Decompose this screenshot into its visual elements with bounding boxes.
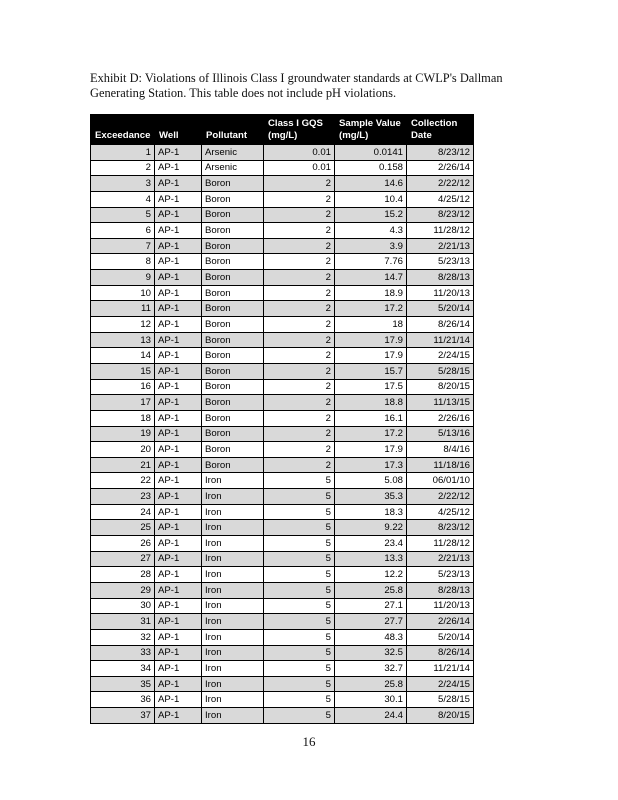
exceedance-cell: 1 bbox=[91, 145, 155, 161]
exceedance-cell: 19 bbox=[91, 426, 155, 442]
table-row bbox=[91, 598, 474, 614]
collection-date-cell: 11/18/16 bbox=[407, 457, 474, 473]
sample-value-cell: 25.8 bbox=[335, 676, 407, 692]
gqs-cell: 2 bbox=[264, 348, 335, 364]
well-cell: AP-1 bbox=[155, 410, 202, 426]
pollutant-cell: Iron bbox=[202, 598, 264, 614]
well-cell: AP-1 bbox=[155, 285, 202, 301]
pollutant-cell: Iron bbox=[202, 536, 264, 552]
gqs-cell: 2 bbox=[264, 395, 335, 411]
collection-date-cell: 8/28/13 bbox=[407, 582, 474, 598]
sample-value-cell: 17.2 bbox=[335, 426, 407, 442]
well-cell: AP-1 bbox=[155, 504, 202, 520]
table-row bbox=[91, 473, 474, 489]
collection-date-cell: 8/20/15 bbox=[407, 379, 474, 395]
table-row bbox=[91, 551, 474, 567]
collection-date-cell: 2/26/16 bbox=[407, 410, 474, 426]
collection-date-cell: 5/13/16 bbox=[407, 426, 474, 442]
well-cell: AP-1 bbox=[155, 676, 202, 692]
collection-date-cell: 8/4/16 bbox=[407, 442, 474, 458]
sample-value-cell: 17.3 bbox=[335, 457, 407, 473]
sample-value-cell: 15.7 bbox=[335, 363, 407, 379]
well-cell: AP-1 bbox=[155, 629, 202, 645]
sample-value-cell: 17.9 bbox=[335, 332, 407, 348]
well-cell: AP-1 bbox=[155, 223, 202, 239]
gqs-cell: 5 bbox=[264, 582, 335, 598]
table-row bbox=[91, 645, 474, 661]
sample-value-cell: 23.4 bbox=[335, 536, 407, 552]
exceedance-cell: 8 bbox=[91, 254, 155, 270]
gqs-cell: 2 bbox=[264, 238, 335, 254]
exceedance-cell: 4 bbox=[91, 191, 155, 207]
exceedance-cell: 16 bbox=[91, 379, 155, 395]
gqs-cell: 2 bbox=[264, 379, 335, 395]
pollutant-cell: Iron bbox=[202, 614, 264, 630]
exceedance-cell: 32 bbox=[91, 629, 155, 645]
collection-date-cell: 11/21/14 bbox=[407, 661, 474, 677]
pollutant-cell: Iron bbox=[202, 692, 264, 708]
gqs-cell: 5 bbox=[264, 520, 335, 536]
table-row bbox=[91, 317, 474, 333]
sample-value-cell: 17.9 bbox=[335, 442, 407, 458]
well-cell: AP-1 bbox=[155, 536, 202, 552]
well-cell: AP-1 bbox=[155, 426, 202, 442]
collection-date-cell: 5/20/14 bbox=[407, 629, 474, 645]
pollutant-cell: Iron bbox=[202, 504, 264, 520]
well-cell: AP-1 bbox=[155, 661, 202, 677]
collection-date-cell: 4/25/12 bbox=[407, 504, 474, 520]
collection-date-cell: 8/26/14 bbox=[407, 317, 474, 333]
page-number: 16 bbox=[302, 734, 316, 749]
table-row bbox=[91, 254, 474, 270]
header-class-i-gqs: Class I GQS (mg/L) bbox=[264, 115, 335, 145]
sample-value-cell: 30.1 bbox=[335, 692, 407, 708]
collection-date-cell: 11/28/12 bbox=[407, 536, 474, 552]
pollutant-cell: Boron bbox=[202, 363, 264, 379]
well-cell: AP-1 bbox=[155, 270, 202, 286]
collection-date-cell: 4/25/12 bbox=[407, 191, 474, 207]
gqs-cell: 2 bbox=[264, 442, 335, 458]
exceedance-cell: 15 bbox=[91, 363, 155, 379]
table-row bbox=[91, 410, 474, 426]
sample-value-cell: 18.3 bbox=[335, 504, 407, 520]
table-row bbox=[91, 176, 474, 192]
exceedance-cell: 29 bbox=[91, 582, 155, 598]
exceedance-cell: 17 bbox=[91, 395, 155, 411]
exceedance-cell: 20 bbox=[91, 442, 155, 458]
collection-date-cell: 5/20/14 bbox=[407, 301, 474, 317]
well-cell: AP-1 bbox=[155, 567, 202, 583]
well-cell: AP-1 bbox=[155, 207, 202, 223]
exceedance-cell: 13 bbox=[91, 332, 155, 348]
well-cell: AP-1 bbox=[155, 645, 202, 661]
header-sample-value: Sample Value (mg/L) bbox=[335, 115, 407, 145]
well-cell: AP-1 bbox=[155, 708, 202, 724]
well-cell: AP-1 bbox=[155, 301, 202, 317]
pollutant-cell: Boron bbox=[202, 207, 264, 223]
well-cell: AP-1 bbox=[155, 254, 202, 270]
well-cell: AP-1 bbox=[155, 363, 202, 379]
collection-date-cell: 2/26/14 bbox=[407, 614, 474, 630]
gqs-cell: 2 bbox=[264, 410, 335, 426]
pollutant-cell: Boron bbox=[202, 348, 264, 364]
table-row bbox=[91, 395, 474, 411]
exceedance-cell: 31 bbox=[91, 614, 155, 630]
collection-date-cell: 2/26/14 bbox=[407, 160, 474, 176]
table-header-row bbox=[91, 115, 474, 145]
sample-value-cell: 32.7 bbox=[335, 661, 407, 677]
sample-value-cell: 0.158 bbox=[335, 160, 407, 176]
gqs-cell: 2 bbox=[264, 254, 335, 270]
sample-value-cell: 4.3 bbox=[335, 223, 407, 239]
table-row bbox=[91, 348, 474, 364]
collection-date-cell: 06/01/10 bbox=[407, 473, 474, 489]
gqs-cell: 0.01 bbox=[264, 160, 335, 176]
gqs-cell: 2 bbox=[264, 301, 335, 317]
collection-date-cell: 5/23/13 bbox=[407, 567, 474, 583]
violations-table bbox=[90, 114, 474, 724]
sample-value-cell: 24.4 bbox=[335, 708, 407, 724]
exceedance-cell: 36 bbox=[91, 692, 155, 708]
collection-date-cell: 5/23/13 bbox=[407, 254, 474, 270]
well-cell: AP-1 bbox=[155, 379, 202, 395]
gqs-cell: 2 bbox=[264, 207, 335, 223]
well-cell: AP-1 bbox=[155, 520, 202, 536]
table-row bbox=[91, 426, 474, 442]
table-row bbox=[91, 692, 474, 708]
sample-value-cell: 27.1 bbox=[335, 598, 407, 614]
pollutant-cell: Boron bbox=[202, 317, 264, 333]
pollutant-cell: Arsenic bbox=[202, 160, 264, 176]
table-row bbox=[91, 285, 474, 301]
pollutant-cell: Boron bbox=[202, 270, 264, 286]
table-row bbox=[91, 379, 474, 395]
well-cell: AP-1 bbox=[155, 160, 202, 176]
pollutant-cell: Boron bbox=[202, 379, 264, 395]
well-cell: AP-1 bbox=[155, 457, 202, 473]
exceedance-cell: 27 bbox=[91, 551, 155, 567]
collection-date-cell: 2/21/13 bbox=[407, 238, 474, 254]
well-cell: AP-1 bbox=[155, 489, 202, 505]
sample-value-cell: 0.0141 bbox=[335, 145, 407, 161]
collection-date-cell: 8/23/12 bbox=[407, 145, 474, 161]
table-body bbox=[91, 145, 474, 724]
gqs-cell: 2 bbox=[264, 270, 335, 286]
table-row bbox=[91, 536, 474, 552]
gqs-cell: 2 bbox=[264, 223, 335, 239]
pollutant-cell: Boron bbox=[202, 301, 264, 317]
sample-value-cell: 27.7 bbox=[335, 614, 407, 630]
pollutant-cell: Boron bbox=[202, 254, 264, 270]
header-collection-date: Collection Date bbox=[407, 115, 474, 145]
sample-value-cell: 32.5 bbox=[335, 645, 407, 661]
gqs-cell: 2 bbox=[264, 363, 335, 379]
sample-value-cell: 18 bbox=[335, 317, 407, 333]
well-cell: AP-1 bbox=[155, 317, 202, 333]
exceedance-cell: 21 bbox=[91, 457, 155, 473]
pollutant-cell: Iron bbox=[202, 551, 264, 567]
table-row bbox=[91, 457, 474, 473]
gqs-cell: 5 bbox=[264, 708, 335, 724]
sample-value-cell: 48.3 bbox=[335, 629, 407, 645]
table-row bbox=[91, 582, 474, 598]
well-cell: AP-1 bbox=[155, 145, 202, 161]
table-row bbox=[91, 207, 474, 223]
pollutant-cell: Boron bbox=[202, 410, 264, 426]
collection-date-cell: 2/22/12 bbox=[407, 176, 474, 192]
exceedance-cell: 12 bbox=[91, 317, 155, 333]
gqs-cell: 2 bbox=[264, 317, 335, 333]
gqs-cell: 5 bbox=[264, 661, 335, 677]
table-row bbox=[91, 661, 474, 677]
exceedance-cell: 35 bbox=[91, 676, 155, 692]
table-row bbox=[91, 442, 474, 458]
table-row bbox=[91, 301, 474, 317]
table-row bbox=[91, 567, 474, 583]
well-cell: AP-1 bbox=[155, 582, 202, 598]
exceedance-cell: 11 bbox=[91, 301, 155, 317]
well-cell: AP-1 bbox=[155, 551, 202, 567]
sample-value-cell: 13.3 bbox=[335, 551, 407, 567]
well-cell: AP-1 bbox=[155, 191, 202, 207]
pollutant-cell: Iron bbox=[202, 473, 264, 489]
collection-date-cell: 5/28/15 bbox=[407, 692, 474, 708]
gqs-cell: 0.01 bbox=[264, 145, 335, 161]
well-cell: AP-1 bbox=[155, 332, 202, 348]
gqs-cell: 2 bbox=[264, 426, 335, 442]
gqs-cell: 5 bbox=[264, 536, 335, 552]
table-row bbox=[91, 145, 474, 161]
table-row bbox=[91, 504, 474, 520]
pollutant-cell: Boron bbox=[202, 426, 264, 442]
well-cell: AP-1 bbox=[155, 348, 202, 364]
exceedance-cell: 22 bbox=[91, 473, 155, 489]
sample-value-cell: 17.5 bbox=[335, 379, 407, 395]
exhibit-caption: Exhibit D: Violations of Illinois Class I groundwater standards at CWLP's Dallman Generating Station. This table does not include pH violations. bbox=[90, 71, 503, 100]
well-cell: AP-1 bbox=[155, 442, 202, 458]
collection-date-cell: 2/24/15 bbox=[407, 676, 474, 692]
gqs-cell: 5 bbox=[264, 489, 335, 505]
collection-date-cell: 8/28/13 bbox=[407, 270, 474, 286]
gqs-cell: 5 bbox=[264, 598, 335, 614]
gqs-cell: 5 bbox=[264, 614, 335, 630]
pollutant-cell: Iron bbox=[202, 567, 264, 583]
pollutant-cell: Iron bbox=[202, 676, 264, 692]
sample-value-cell: 3.9 bbox=[335, 238, 407, 254]
well-cell: AP-1 bbox=[155, 238, 202, 254]
collection-date-cell: 11/13/15 bbox=[407, 395, 474, 411]
gqs-cell: 5 bbox=[264, 473, 335, 489]
collection-date-cell: 8/23/12 bbox=[407, 520, 474, 536]
pollutant-cell: Iron bbox=[202, 629, 264, 645]
gqs-cell: 5 bbox=[264, 692, 335, 708]
exceedance-cell: 25 bbox=[91, 520, 155, 536]
sample-value-cell: 14.7 bbox=[335, 270, 407, 286]
gqs-cell: 5 bbox=[264, 676, 335, 692]
gqs-cell: 5 bbox=[264, 567, 335, 583]
table-row bbox=[91, 708, 474, 724]
well-cell: AP-1 bbox=[155, 614, 202, 630]
well-cell: AP-1 bbox=[155, 176, 202, 192]
header-well: Well bbox=[155, 115, 202, 145]
table-row bbox=[91, 489, 474, 505]
exceedance-cell: 34 bbox=[91, 661, 155, 677]
sample-value-cell: 16.1 bbox=[335, 410, 407, 426]
table-row bbox=[91, 223, 474, 239]
sample-value-cell: 17.9 bbox=[335, 348, 407, 364]
collection-date-cell: 11/20/13 bbox=[407, 598, 474, 614]
table-row bbox=[91, 363, 474, 379]
pollutant-cell: Iron bbox=[202, 520, 264, 536]
table-row bbox=[91, 160, 474, 176]
table-row bbox=[91, 676, 474, 692]
header-exceedance: Exceedance bbox=[91, 115, 155, 145]
exceedance-cell: 2 bbox=[91, 160, 155, 176]
pollutant-cell: Boron bbox=[202, 191, 264, 207]
sample-value-cell: 14.6 bbox=[335, 176, 407, 192]
sample-value-cell: 35.3 bbox=[335, 489, 407, 505]
well-cell: AP-1 bbox=[155, 598, 202, 614]
collection-date-cell: 11/20/13 bbox=[407, 285, 474, 301]
table-row bbox=[91, 520, 474, 536]
sample-value-cell: 7.76 bbox=[335, 254, 407, 270]
pollutant-cell: Boron bbox=[202, 395, 264, 411]
gqs-cell: 5 bbox=[264, 645, 335, 661]
exceedance-cell: 37 bbox=[91, 708, 155, 724]
pollutant-cell: Boron bbox=[202, 457, 264, 473]
sample-value-cell: 18.9 bbox=[335, 285, 407, 301]
gqs-cell: 2 bbox=[264, 176, 335, 192]
exceedance-cell: 30 bbox=[91, 598, 155, 614]
sample-value-cell: 10.4 bbox=[335, 191, 407, 207]
pollutant-cell: Boron bbox=[202, 332, 264, 348]
sample-value-cell: 12.2 bbox=[335, 567, 407, 583]
exceedance-cell: 26 bbox=[91, 536, 155, 552]
gqs-cell: 2 bbox=[264, 457, 335, 473]
exceedance-cell: 6 bbox=[91, 223, 155, 239]
collection-date-cell: 8/26/14 bbox=[407, 645, 474, 661]
exceedance-cell: 5 bbox=[91, 207, 155, 223]
gqs-cell: 2 bbox=[264, 191, 335, 207]
sample-value-cell: 9.22 bbox=[335, 520, 407, 536]
gqs-cell: 5 bbox=[264, 551, 335, 567]
exceedance-cell: 28 bbox=[91, 567, 155, 583]
exceedance-cell: 24 bbox=[91, 504, 155, 520]
gqs-cell: 5 bbox=[264, 504, 335, 520]
pollutant-cell: Boron bbox=[202, 223, 264, 239]
sample-value-cell: 17.2 bbox=[335, 301, 407, 317]
exceedance-cell: 23 bbox=[91, 489, 155, 505]
pollutant-cell: Arsenic bbox=[202, 145, 264, 161]
collection-date-cell: 2/24/15 bbox=[407, 348, 474, 364]
collection-date-cell: 2/22/12 bbox=[407, 489, 474, 505]
gqs-cell: 2 bbox=[264, 285, 335, 301]
table-row bbox=[91, 614, 474, 630]
exceedance-cell: 10 bbox=[91, 285, 155, 301]
pollutant-cell: Boron bbox=[202, 238, 264, 254]
exceedance-cell: 3 bbox=[91, 176, 155, 192]
exceedance-cell: 33 bbox=[91, 645, 155, 661]
table-row bbox=[91, 270, 474, 286]
well-cell: AP-1 bbox=[155, 473, 202, 489]
sample-value-cell: 25.8 bbox=[335, 582, 407, 598]
exceedance-cell: 18 bbox=[91, 410, 155, 426]
well-cell: AP-1 bbox=[155, 395, 202, 411]
pollutant-cell: Iron bbox=[202, 645, 264, 661]
collection-date-cell: 11/28/12 bbox=[407, 223, 474, 239]
sample-value-cell: 18.8 bbox=[335, 395, 407, 411]
pollutant-cell: Iron bbox=[202, 708, 264, 724]
collection-date-cell: 11/21/14 bbox=[407, 332, 474, 348]
exceedance-cell: 9 bbox=[91, 270, 155, 286]
pollutant-cell: Boron bbox=[202, 285, 264, 301]
exceedance-cell: 14 bbox=[91, 348, 155, 364]
exceedance-cell: 7 bbox=[91, 238, 155, 254]
collection-date-cell: 2/21/13 bbox=[407, 551, 474, 567]
gqs-cell: 5 bbox=[264, 629, 335, 645]
well-cell: AP-1 bbox=[155, 692, 202, 708]
pollutant-cell: Boron bbox=[202, 442, 264, 458]
table-row bbox=[91, 191, 474, 207]
sample-value-cell: 15.2 bbox=[335, 207, 407, 223]
sample-value-cell: 5.08 bbox=[335, 473, 407, 489]
collection-date-cell: 5/28/15 bbox=[407, 363, 474, 379]
collection-date-cell: 8/20/15 bbox=[407, 708, 474, 724]
pollutant-cell: Boron bbox=[202, 176, 264, 192]
gqs-cell: 2 bbox=[264, 332, 335, 348]
pollutant-cell: Iron bbox=[202, 661, 264, 677]
header-pollutant: Pollutant bbox=[202, 115, 264, 145]
pollutant-cell: Iron bbox=[202, 489, 264, 505]
table-row bbox=[91, 238, 474, 254]
collection-date-cell: 8/23/12 bbox=[407, 207, 474, 223]
table-row bbox=[91, 332, 474, 348]
pollutant-cell: Iron bbox=[202, 582, 264, 598]
table-row bbox=[91, 629, 474, 645]
